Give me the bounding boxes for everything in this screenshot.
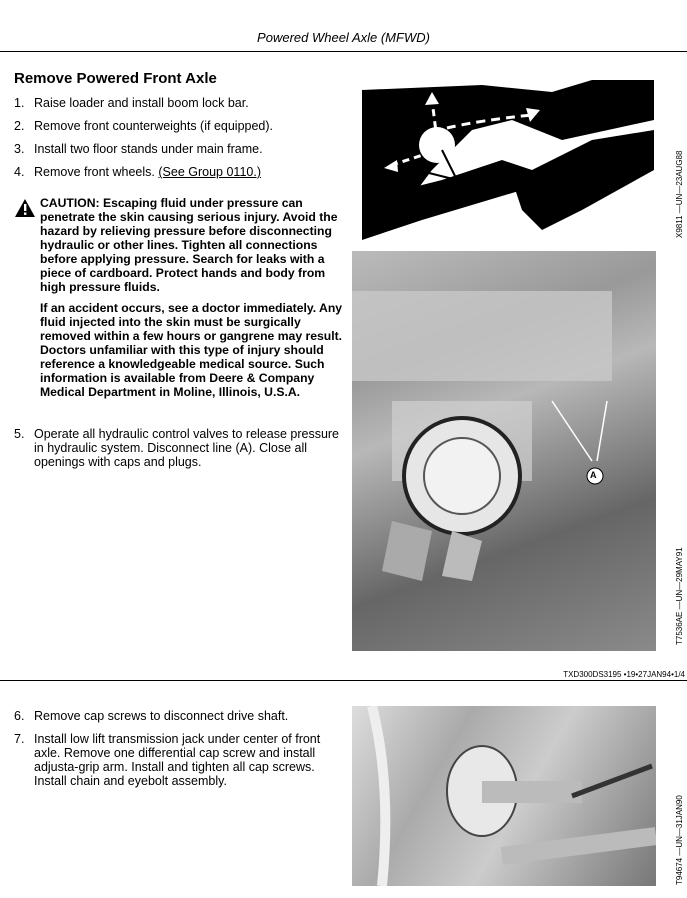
step-2	[14, 119, 344, 133]
step-4	[14, 165, 344, 179]
step-1	[14, 96, 344, 110]
caution-paragraph-2: If an accident occurs, see a doctor immediately. Any fluid injected into the skin must be surgically removed within a few hours or gangrene may result. Doctors unfamiliar with this type of injury should reference a knowledgeable medical source. Such information is available from Deere & Company Medical Department in Moline, Illinois, U.S.A.	[40, 301, 343, 399]
callout-a: A	[590, 470, 597, 480]
figure-3-id: T94674 —UN—31JAN90	[675, 795, 684, 885]
step-number: 1.	[14, 96, 25, 110]
step-text: Raise loader and install boom lock bar.	[34, 96, 249, 110]
figure-2-id: T7536AE —UN—29MAY91	[675, 547, 684, 645]
header-rule	[0, 51, 687, 52]
step-number: 4.	[14, 165, 25, 179]
step-5	[14, 427, 344, 469]
step-number: 2.	[14, 119, 25, 133]
axle-photo	[352, 251, 656, 651]
step-number: 5.	[14, 427, 25, 441]
warning-triangle-icon	[14, 198, 36, 218]
step-text: Remove cap screws to disconnect drive shaft.	[34, 709, 289, 723]
step-number: 6.	[14, 709, 25, 723]
step-text: Remove front wheels.	[34, 165, 155, 179]
step-number: 3.	[14, 142, 25, 156]
caution-paragraph-1: CAUTION: Escaping fluid under pressure can penetrate the skin causing serious injury. Avoid the hazard by relieving pressure before disconnecting hydraulic or other lines. Tighten all connections before applying pressure. Search for leaks with a piece of cardboard. Protect hands and body from high pressure fluids.	[40, 196, 338, 294]
step-text: Operate all hydraulic control valves to release pressure in hydraulic system. Disconnect line (A). Close all openings with caps and plugs.	[34, 427, 340, 469]
drive-shaft-photo	[352, 706, 656, 886]
step-number: 7.	[14, 732, 25, 746]
figure-1-id: X9811 —UN—23AUG88	[675, 150, 684, 238]
boom-pivot-diagram	[362, 80, 654, 240]
document-id: TXD300DS3195 •19•27JAN94•1/4	[563, 670, 685, 679]
step-6	[14, 709, 344, 723]
step-7	[14, 732, 344, 788]
section-rule	[0, 680, 687, 681]
section-title: Remove Powered Front Axle	[14, 70, 217, 87]
step-text: Install low lift transmission jack under center of front axle. Remove one differential cap screw and install adjusta-grip arm. Install and tighten all cap screws. Install chain and eyebolt assembly.	[34, 732, 321, 788]
step-text: Install two floor stands under main frame.	[34, 142, 263, 156]
step-text: Remove front counterweights (if equipped).	[34, 119, 274, 133]
page-header: Powered Wheel Axle (MFWD)	[257, 30, 430, 45]
step-3	[14, 142, 344, 156]
group-reference-link[interactable]: (See Group 0110.)	[158, 165, 261, 179]
